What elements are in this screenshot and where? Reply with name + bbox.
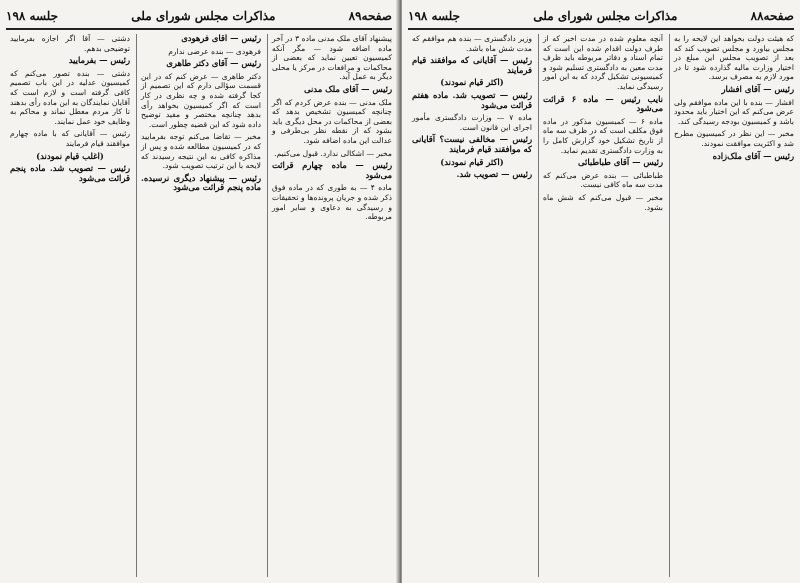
paragraph: که هیئت دولت بخواهد این لایحه را به مجلس بیاورد و مجلس تصویب کند که بعد از تصویب مجلس این مبلغ در اختیار وزارت مالیه گذارده شود تا در مورد لازم به مصرف برسد.	[674, 34, 794, 82]
paragraph: (اکثر قیام نمودند)	[440, 77, 504, 88]
paragraph: مخبر — این نظر در کمیسیون مطرح شد و اکثریت موافقت نمودند.	[674, 129, 794, 148]
paragraph: رئیس — آقای طباطبائی	[578, 157, 663, 168]
paragraph: رئیس — تصویب شد.	[456, 169, 532, 180]
paragraph: رئیس — پیشنهاد دیگری نرسیده. ماده پنجم قرائت می‌شود	[141, 172, 261, 193]
paragraph: افشار — بنده با این ماده موافقم ولی عرض می‌کنم که این اختیار باید محدود باشد و کمیسیون بودجه رسیدگی کند.	[674, 97, 794, 126]
page-number: صفحه۸۹	[348, 9, 392, 23]
paragraph: ملک مدنی — بنده عرض کردم که اگر چنانچه کمیسیون تشخیص بدهد که بعضی از محاکمات در محل دیگری باید بشود که از نقطه نظر بی‌طرفی و عدالت این ماده اضافه شود.	[272, 97, 392, 145]
paragraph: وزیر دادگستری — بنده هم موافقم که مدت شش ماه باشد.	[412, 34, 532, 53]
left-page-columns	[6, 34, 392, 577]
running-title: مذاکرات مجلس شورای ملی	[533, 9, 678, 23]
right-page-columns	[408, 34, 794, 577]
right-page	[402, 0, 800, 583]
paragraph: رئیس — تصویب شد. ماده پنجم قرائت می‌شود	[10, 163, 130, 183]
running-title: مذاکرات مجلس شورای ملی	[131, 9, 276, 23]
paragraph: رئیس — آقای فرهودی	[181, 34, 261, 43]
paragraph: (اکثر قیام نمودند)	[440, 156, 504, 167]
paragraph: دکتر طاهری — عرض کنم که در این قسمت سؤالی دارم که این تصمیم از کجا گرفته شده و چه نظری در کار است که اگر کمیسیون بخواهد رأی بدهد چنانچه مختصر و مفید توضیح داده شود که این قضیه چطور است.	[141, 71, 261, 129]
paragraph: مخبر — اشکالی ندارد. قبول می‌کنیم.	[274, 148, 392, 158]
text-column	[267, 34, 392, 577]
paragraph: ماده ۴ — به طوری که در ماده فوق ذکر شده و جریان پرونده‌ها و تحقیقات و رسیدگی به دعاوی و سایر امور مربوطه.	[272, 183, 392, 222]
paragraph: (اغلب قیام نمودند)	[36, 150, 104, 161]
paragraph: رئیس — آقای ملک مدنی	[303, 83, 392, 94]
paragraph: ماده ۷ — وزارت دادگستری مأمور اجرای این قانون است.	[412, 113, 532, 132]
text-column	[408, 34, 532, 577]
paragraph: رئیس — بفرمایید	[68, 55, 130, 66]
paragraph: رئیس — آقای دکتر طاهری	[166, 58, 261, 69]
paragraph: طباطبائی — بنده عرض می‌کنم که مدت سه ماه کافی نیست.	[543, 170, 663, 190]
paragraph: رئیس — آقای افشار	[721, 83, 794, 94]
session-number: جلسه ۱۹۸	[6, 9, 59, 23]
text-column	[538, 34, 663, 577]
paragraph: نایب رئیس — ماده ۶ قرائت می‌شود	[543, 93, 663, 114]
paragraph: رئیس — آقایانی که با ماده چهارم موافقند قیام فرمایند	[10, 129, 130, 148]
paragraph: دشتی — بنده تصور می‌کنم که کمیسیون عدلیه در این باب تصمیم کافی گرفته است و لازم است که آقایان نمایندگان به این ماده رأی بدهند تا کار مردم معطل نماند و محاکم به وظایف خود عمل نمایند.	[10, 68, 130, 126]
paragraph: رئیس — مخالفی نیست؟ آقایانی که موافقند قیام فرمایند	[412, 134, 532, 154]
left-page	[0, 0, 398, 583]
paragraph: پیشنهاد آقای ملک مدنی ماده ۳ در آخر ماده اضافه شود — مگر آنکه کمیسیون تعیین نماید که بعضی از محاکمات و مرافعات در مرکز یا محلی دیگر به عمل آید.	[272, 34, 392, 82]
paragraph: دشتی — آقا اگر اجازه بفرمایید توضیحی بدهم.	[10, 34, 130, 53]
text-column	[6, 34, 130, 577]
paragraph: رئیس — آقای ملک‌زاده	[712, 150, 794, 161]
left-page-header	[6, 4, 392, 30]
paragraph: رئیس — ماده چهارم قرائت می‌شود	[272, 160, 392, 180]
page-number: صفحه۸۸	[750, 9, 794, 23]
session-number: جلسه ۱۹۸	[408, 9, 461, 23]
text-column	[136, 34, 261, 577]
paragraph: ماده ۶ — کمیسیون مذکور در ماده فوق مکلف است که در ظرف سه ماه از تاریخ تشکیل خود گزارش کامل را به وزارت دادگستری تقدیم نماید.	[543, 116, 663, 155]
paragraph: فرهودی — بنده عرضی ندارم	[168, 46, 261, 56]
paragraph: آنچه معلوم شده در مدت اخیر که از طرف دولت اقدام شده این است که تمام اسناد و دفاتر مربوطه باید ظرف مدت معین به دادگستری تسلیم شود و کمیسیونی تشکیل گردد که به این امور رسیدگی نماید.	[543, 34, 663, 91]
right-page-header	[408, 4, 794, 30]
paragraph: رئیس — تصویب شد. ماده هفتم قرائت می‌شود	[412, 89, 532, 110]
text-column	[669, 34, 794, 577]
paragraph: مخبر — قبول می‌کنم که شش ماه بشود.	[543, 192, 663, 212]
paragraph: رئیس — آقایانی که موافقند قیام فرمایند	[412, 55, 532, 75]
paragraph: مخبر — تقاضا می‌کنم توجه بفرمایید که در کمیسیون مطالعه شده و پس از مذاکره کافی به این نتیجه رسیدند که لایحه با این ترتیب تصویب شود.	[141, 132, 261, 171]
